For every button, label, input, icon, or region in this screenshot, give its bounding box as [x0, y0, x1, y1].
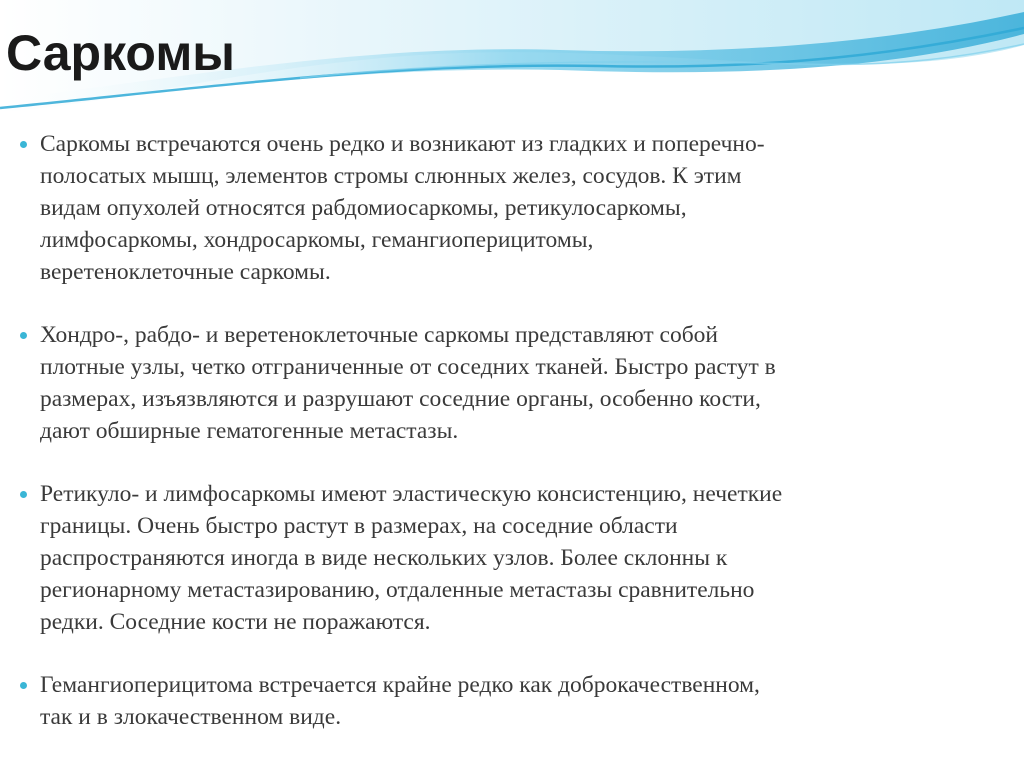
slide-title: Саркомы: [6, 25, 236, 81]
bullet-dot-icon: [20, 491, 27, 498]
bullet-list: [20, 128, 1020, 733]
bullet-text: Ретикуло- и лимфосаркомы имеют эластическую консистенцию, нечеткие границы. Очень быстро растут в размерах, на соседние области распространяются иногда в виде нескольких узлов. Более склонны к регионарному метастазированию, отдаленные метастазы сравнительно редки. Соседние кости не поражаются.: [40, 481, 783, 635]
bullet-dot-icon: [20, 141, 27, 148]
bullet-item: [20, 478, 1020, 638]
bullet-text: Гемангиоперицитома встречается крайне редко как доброкачественном, так и в злокачественном виде.: [40, 672, 760, 730]
bullet-item: [20, 669, 1020, 733]
bullet-text: Саркомы встречаются очень редко и возникают из гладких и поперечно- полосатых мышц, элементов стромы слюнных желез, сосудов. К этим видам опухолей относятся рабдомиосаркомы, ретикулосаркомы, лимфосаркомы, хондросаркомы, гемангиоперицитомы, веретеноклеточные саркомы.: [40, 131, 765, 285]
bullet-item: [20, 128, 1020, 288]
bullet-dot-icon: [20, 332, 27, 339]
bullet-item: [20, 319, 1020, 447]
bullet-dot-icon: [20, 682, 27, 689]
bullet-text: Хондро-, рабдо- и веретеноклеточные саркомы представляют собой плотные узлы, четко отграниченные от соседних тканей. Быстро растут в размерах, изъязвляются и разрушают соседние органы, особенно кости, дают обширные гематогенные метастазы.: [40, 322, 776, 444]
